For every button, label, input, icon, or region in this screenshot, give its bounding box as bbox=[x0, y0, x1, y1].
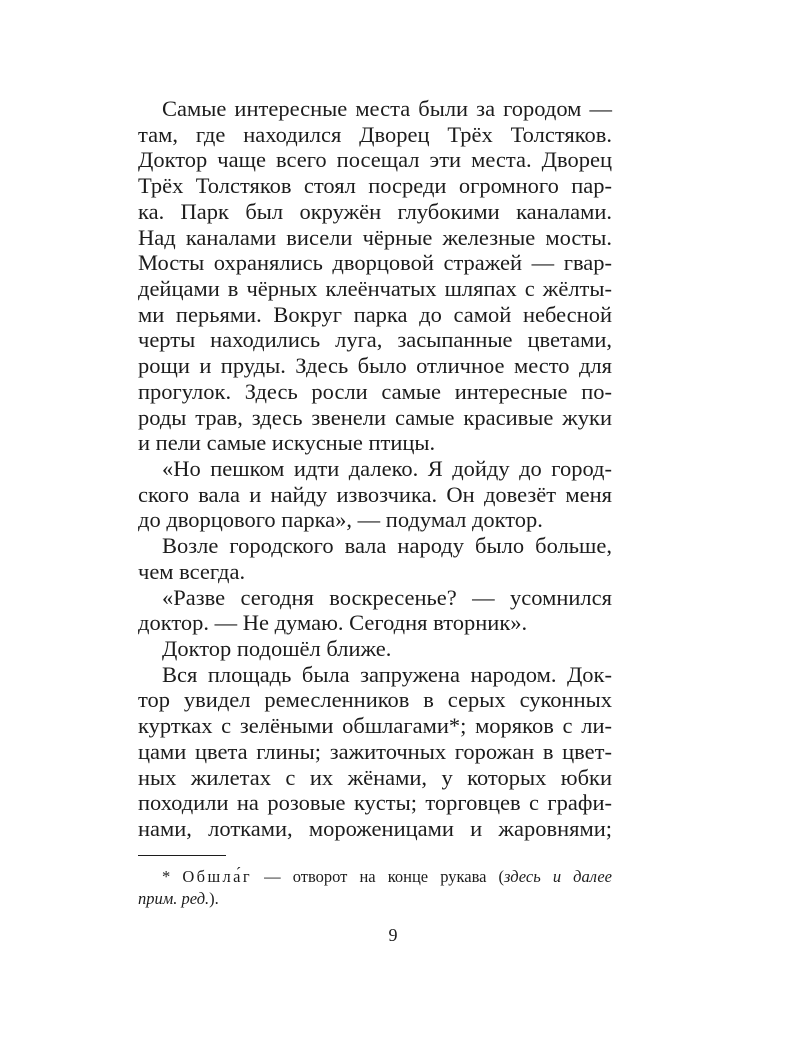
text-line: Доктор чаще всего посещал эти места. Дворец bbox=[138, 147, 612, 172]
text-line: там, где находился Дворец Трёх Толстяков. bbox=[138, 122, 612, 147]
text-line: роды трав, здесь звенели самые красивые жуки bbox=[138, 405, 612, 430]
text-line: прогулок. Здесь росли самые интересные по- bbox=[138, 379, 612, 404]
footnote-editor-note: здесь и далее bbox=[504, 867, 612, 886]
text-line: «Но пешком идти далеко. Я дойду до город- bbox=[162, 456, 612, 481]
text-line: нами, лотками, мороженицами и жаровнями; bbox=[138, 816, 612, 841]
text-line: Доктор подошёл ближе. bbox=[162, 636, 392, 661]
text-line: ка. Парк был окружён глубокими каналами. bbox=[138, 199, 612, 224]
text-line: чем всегда. bbox=[138, 559, 246, 584]
text-line: Возле городского вала народу было больше, bbox=[162, 533, 612, 558]
footnote-definition: — отворот на конце рукава ( bbox=[252, 867, 505, 886]
page-number: 9 bbox=[388, 925, 398, 945]
footnote-term: Обшла́г bbox=[182, 867, 253, 886]
text-line: ми перьями. Вокруг парка до самой небесной bbox=[138, 302, 612, 327]
text-line: и пели самые искусные птицы. bbox=[138, 430, 436, 455]
text-line: походили на розовые кусты; торговцев с графи- bbox=[138, 790, 612, 815]
text-line: дейцами в чёрных клеёнчатых шляпах с жёлты- bbox=[138, 276, 612, 301]
text-line: Над каналами висели чёрные железные мосты. bbox=[138, 225, 612, 250]
text-line: цами цвета глины; зажиточных горожан в цвет- bbox=[138, 739, 612, 764]
text-line: рощи и пруды. Здесь было отличное место для bbox=[138, 353, 612, 378]
text-line: «Разве сегодня воскресенье? — усомнился bbox=[162, 585, 612, 610]
text-line: ского вала и найду извозчика. Он довезёт меня bbox=[138, 482, 612, 507]
text-line: ных жилетах с их жёнами, у которых юбки bbox=[138, 765, 612, 790]
text-line: Вся площадь была запружена народом. Док- bbox=[162, 662, 612, 687]
footnote-line-1 bbox=[162, 866, 612, 888]
text-line: Самые интересные места были за городом — bbox=[162, 96, 612, 121]
text-line: доктор. — Не думаю. Сегодня вторник». bbox=[138, 610, 528, 635]
footnote-tail: ). bbox=[209, 889, 219, 908]
footnote-editor-abbrev: прим. ред. bbox=[138, 889, 210, 908]
text-line: куртках с зелёными обшлагами*; моряков с ли- bbox=[138, 713, 612, 738]
text-line: тор увидел ремесленников в серых суконных bbox=[138, 687, 612, 712]
footnote-mark: * bbox=[162, 867, 171, 886]
footnote-divider bbox=[138, 855, 226, 856]
text-line: черты находились луга, засыпанные цветами, bbox=[138, 327, 612, 352]
text-line: до дворцового парка», — подумал доктор. bbox=[138, 507, 543, 532]
footnote-line-2 bbox=[138, 888, 612, 910]
text-line: Мосты охранялись дворцовой стражей — гвар- bbox=[138, 250, 612, 275]
text-line: Трёх Толстяков стоял посреди огромного пар- bbox=[138, 173, 612, 198]
